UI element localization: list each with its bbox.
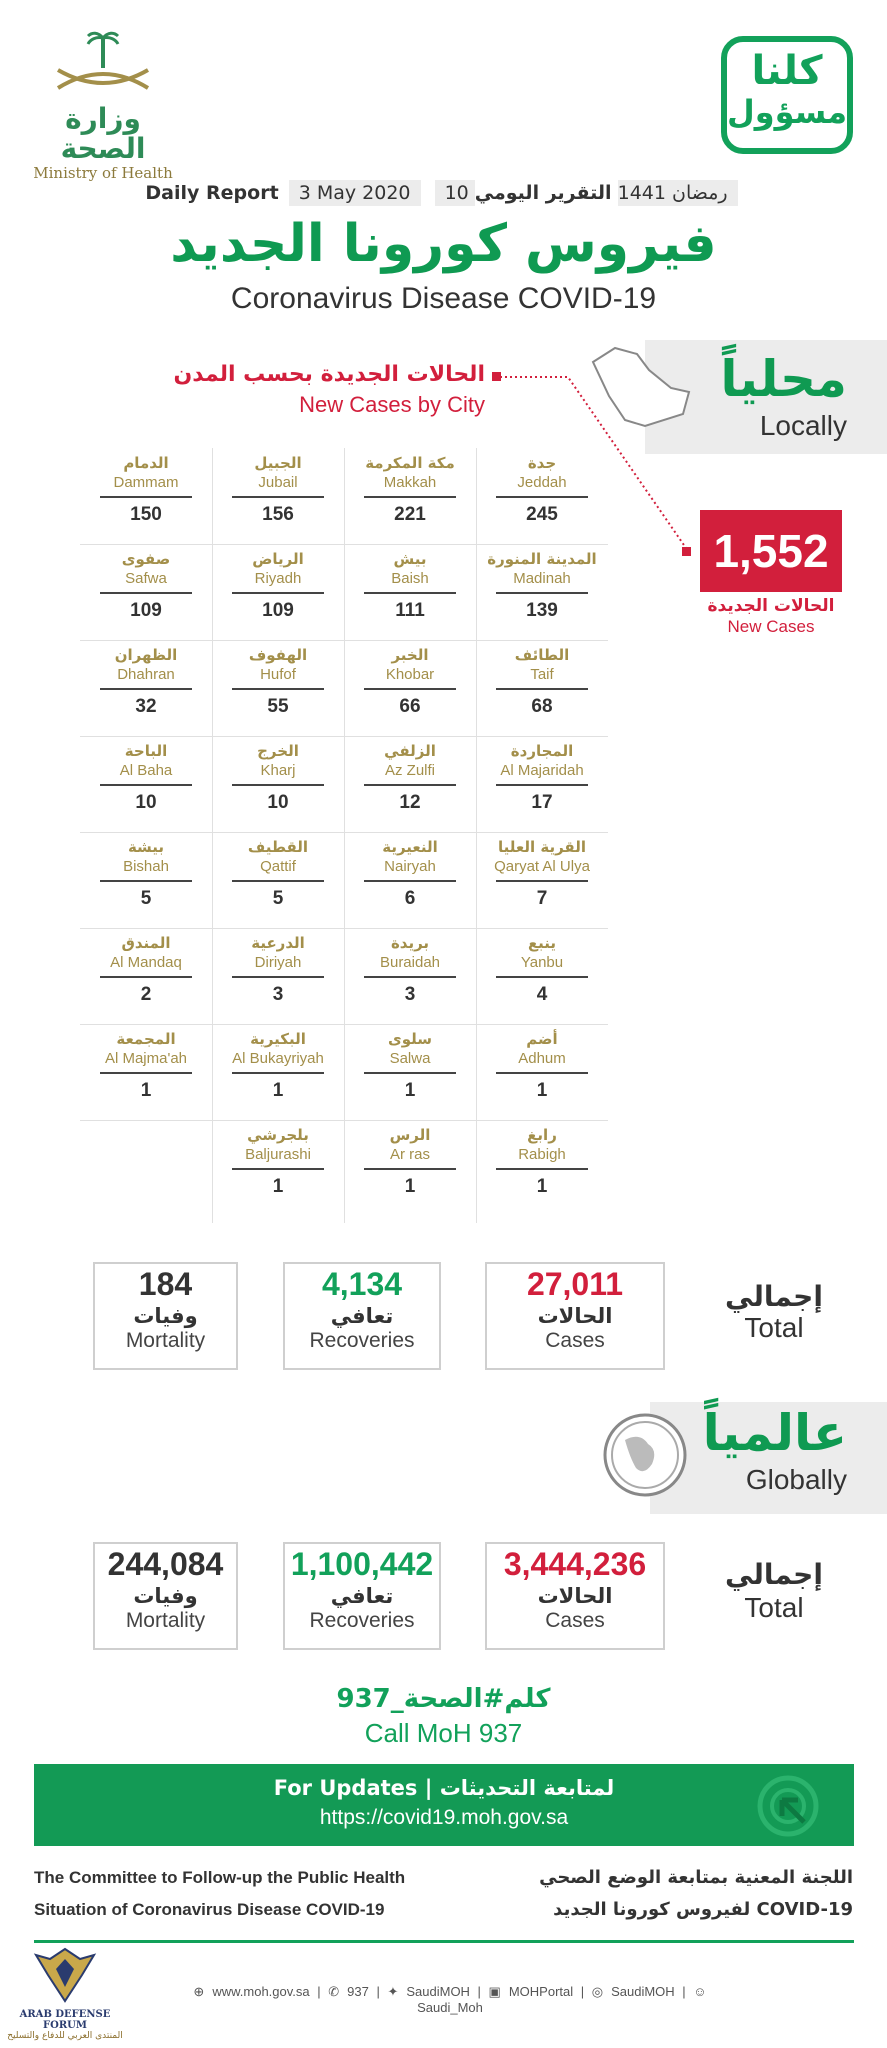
city-name-en: Safwa bbox=[125, 570, 167, 587]
committee-ar bbox=[539, 1862, 853, 1926]
city-case-count: 55 bbox=[267, 695, 289, 717]
city-case-count: 66 bbox=[399, 695, 421, 717]
city-case-count: 1 bbox=[536, 1175, 548, 1197]
local-mortality-card bbox=[93, 1262, 238, 1370]
footer-phone-link[interactable]: 937 bbox=[347, 1984, 369, 1999]
city-name-ar: القرية العليا bbox=[498, 838, 586, 856]
city-grid bbox=[80, 448, 608, 1228]
city-cell bbox=[476, 454, 608, 550]
city-underline bbox=[364, 976, 456, 978]
city-case-count: 245 bbox=[526, 503, 558, 525]
city-name-en: Qaryat Al Ulya bbox=[494, 858, 590, 875]
twitter-icon: ✦ bbox=[387, 1984, 399, 1999]
report-title-ar: التقرير اليومي bbox=[474, 182, 612, 204]
snapchat-icon: ☺ bbox=[693, 1984, 707, 1999]
report-line bbox=[0, 182, 887, 204]
city-name-en: Hufof bbox=[260, 666, 296, 683]
city-underline bbox=[232, 976, 324, 978]
city-name-ar: الزلفي bbox=[384, 742, 436, 760]
city-name-en: Al Majma'ah bbox=[104, 1050, 188, 1067]
global-recoveries-label-ar: تعافي bbox=[330, 1584, 394, 1608]
city-underline bbox=[100, 880, 192, 882]
city-name-ar: الدرعية bbox=[251, 934, 305, 952]
global-cases-card bbox=[485, 1542, 665, 1650]
city-case-count: 5 bbox=[140, 887, 152, 909]
city-case-count: 5 bbox=[272, 887, 284, 909]
footer-snapchat-link[interactable]: Saudi_Moh bbox=[417, 2000, 483, 2015]
global-total-label-en: Total bbox=[744, 1592, 804, 1623]
city-cell bbox=[80, 934, 212, 1030]
city-name-ar: مكة المكرمة bbox=[365, 454, 455, 472]
footer-twitter-link[interactable]: SaudiMOH bbox=[406, 1984, 470, 1999]
committee-ar-line1: اللجنة المعنية بمتابعة الوضع الصحي bbox=[539, 1867, 853, 1888]
city-name-ar: الظهران bbox=[114, 646, 178, 664]
city-case-count: 150 bbox=[130, 503, 162, 525]
city-name-en: Al Mandaq bbox=[110, 954, 182, 971]
city-underline bbox=[232, 784, 324, 786]
city-name-en: Salwa bbox=[389, 1050, 431, 1067]
city-cell bbox=[212, 550, 344, 646]
globally-label-en: Globally bbox=[745, 1464, 847, 1495]
city-cell bbox=[344, 646, 476, 742]
local-recoveries-card bbox=[283, 1262, 441, 1370]
city-case-count: 156 bbox=[262, 503, 294, 525]
city-underline bbox=[232, 1072, 324, 1074]
city-underline bbox=[496, 688, 588, 690]
kulluna-masool-logo bbox=[721, 36, 853, 154]
footer-website-link[interactable]: www.moh.gov.sa bbox=[212, 1984, 310, 1999]
city-cell bbox=[80, 550, 212, 646]
city-cell bbox=[476, 934, 608, 1030]
city-cell bbox=[344, 1126, 476, 1222]
city-cell bbox=[212, 1126, 344, 1222]
city-cell bbox=[212, 742, 344, 838]
city-name-ar: بريدة bbox=[390, 934, 430, 952]
global-recoveries-value: 1,100,442 bbox=[290, 1546, 434, 1582]
call-hashtag-ar: كلم#الصحة_937 bbox=[336, 1684, 551, 1714]
footer-divider bbox=[34, 1940, 854, 1943]
city-cell bbox=[344, 550, 476, 646]
city-name-en: Al Baha bbox=[119, 762, 173, 779]
city-name-ar: المندق bbox=[121, 934, 171, 952]
new-cases-label-en: New Cases bbox=[727, 617, 815, 636]
city-case-count: 12 bbox=[399, 791, 421, 813]
city-name-ar: الخبر bbox=[391, 646, 429, 664]
footer-portal-link[interactable]: MOHPortal bbox=[508, 1984, 574, 1999]
city-underline bbox=[100, 976, 192, 978]
city-cell bbox=[212, 838, 344, 934]
city-case-count: 7 bbox=[536, 887, 548, 909]
city-underline bbox=[496, 1072, 588, 1074]
local-cases-value: 27,011 bbox=[526, 1266, 624, 1302]
phone-icon: ✆ bbox=[328, 1984, 340, 1999]
city-cell bbox=[80, 646, 212, 742]
city-name-ar: الهفوف bbox=[248, 646, 308, 664]
city-name-en: Az Zulfi bbox=[384, 762, 435, 779]
globe-small-icon: ⊕ bbox=[193, 1984, 205, 1999]
city-underline bbox=[364, 592, 456, 594]
city-name-en: Madinah bbox=[513, 570, 571, 587]
city-title-en: New Cases by City bbox=[299, 392, 485, 417]
kulluna-line1: كلنا bbox=[751, 48, 823, 94]
city-name-ar: ينبع bbox=[527, 934, 557, 952]
city-name-en: Jubail bbox=[258, 474, 298, 491]
city-name-ar: صفوى bbox=[121, 550, 171, 568]
city-name-ar: جدة bbox=[527, 454, 557, 472]
globe-icon bbox=[600, 1410, 690, 1500]
city-name-en: Qattif bbox=[260, 858, 296, 875]
city-case-count: 10 bbox=[135, 791, 157, 813]
moh-name-en: Ministry of Health bbox=[33, 164, 173, 182]
city-name-en: Jeddah bbox=[517, 474, 567, 491]
local-cases-label-ar: الحالات bbox=[537, 1304, 613, 1328]
watermark-en: ARAB DEFENSE FORUM bbox=[19, 2009, 111, 2031]
local-cases-card bbox=[485, 1262, 665, 1370]
city-underline bbox=[496, 592, 588, 594]
city-cell bbox=[476, 646, 608, 742]
city-title-ar: الحالات الجديدة بحسب المدن bbox=[173, 362, 485, 387]
report-date: 3 May 2020 bbox=[289, 180, 421, 206]
city-name-en: Al Majaridah bbox=[500, 762, 584, 779]
committee-ar-line2: لفيروس كورونا الجديد COVID-19 bbox=[553, 1899, 853, 1920]
city-name-ar: الرياض bbox=[252, 550, 304, 568]
city-case-count: 4 bbox=[536, 983, 548, 1005]
moh-name-ar: وزارة الصحة bbox=[60, 102, 146, 165]
locally-label-en: Locally bbox=[759, 410, 847, 441]
local-mortality-value: 184 bbox=[138, 1266, 193, 1302]
city-cell bbox=[344, 934, 476, 1030]
city-case-count: 1 bbox=[404, 1175, 416, 1197]
global-recoveries-label-en: Recoveries bbox=[309, 1609, 415, 1632]
global-total-label-ar: إجمالي bbox=[725, 1558, 823, 1591]
city-cell bbox=[212, 646, 344, 742]
city-name-en: Dhahran bbox=[117, 666, 175, 683]
city-case-count: 111 bbox=[395, 599, 425, 621]
city-case-count: 32 bbox=[135, 695, 157, 717]
city-case-count: 2 bbox=[140, 983, 152, 1005]
local-recoveries-value: 4,134 bbox=[321, 1266, 403, 1302]
city-cell bbox=[476, 1126, 608, 1222]
city-name-en: Baljurashi bbox=[245, 1146, 311, 1163]
city-case-count: 1 bbox=[536, 1079, 548, 1101]
local-total-label-ar: إجمالي bbox=[725, 1280, 823, 1313]
city-underline bbox=[100, 592, 192, 594]
city-case-count: 221 bbox=[394, 503, 426, 525]
city-underline bbox=[496, 880, 588, 882]
moh-logo bbox=[28, 30, 178, 182]
global-cases-value: 3,444,236 bbox=[503, 1546, 647, 1582]
city-name-ar: الخرج bbox=[257, 742, 299, 760]
call-moh-en: Call MoH 937 bbox=[364, 1718, 523, 1748]
city-underline bbox=[232, 880, 324, 882]
city-name-ar: سلوى bbox=[387, 1030, 433, 1048]
city-name-ar: الباحة bbox=[124, 742, 168, 760]
global-mortality-value: 244,084 bbox=[107, 1546, 224, 1582]
city-case-count: 3 bbox=[404, 983, 416, 1005]
kulluna-line2: مسؤول bbox=[727, 93, 848, 131]
page-title-en: Coronavirus Disease COVID-19 bbox=[230, 282, 657, 315]
updates-url-link[interactable]: https://covid19.moh.gov.sa bbox=[319, 1806, 569, 1829]
city-name-ar: بيشة bbox=[127, 838, 165, 856]
city-name-en: Khobar bbox=[385, 666, 435, 683]
city-case-count: 17 bbox=[531, 791, 553, 813]
city-cell bbox=[344, 742, 476, 838]
city-underline bbox=[496, 1168, 588, 1170]
global-mortality-label-en: Mortality bbox=[125, 1609, 206, 1632]
city-name-ar: المجمعة bbox=[116, 1030, 176, 1048]
locally-label-ar: محلياً bbox=[720, 350, 847, 408]
footer-links: ⊕ www.moh.gov.sa | ✆ 937 | ✦ SaudiMOH | ▣ MOHPortal | ◎ SaudiMOH | ☺Saudi_Moh bbox=[193, 1984, 707, 2015]
city-name-en: Diriyah bbox=[254, 954, 302, 971]
globally-label-ar: عالمياً bbox=[702, 1404, 847, 1462]
palm-swords-emblem-icon bbox=[48, 30, 158, 100]
city-name-ar: أضم bbox=[526, 1030, 558, 1048]
new-cases-value: 1,552 bbox=[700, 510, 842, 592]
city-name-en: Yanbu bbox=[520, 954, 564, 971]
city-case-count: 6 bbox=[404, 887, 416, 909]
red-marker bbox=[682, 547, 691, 556]
city-name-en: Nairyah bbox=[384, 858, 436, 875]
city-name-ar: رابغ bbox=[527, 1126, 557, 1144]
city-underline bbox=[100, 1072, 192, 1074]
city-name-ar: بلجرشي bbox=[247, 1126, 309, 1144]
city-name-en: Makkah bbox=[383, 474, 437, 491]
eagle-crest-icon bbox=[30, 1945, 100, 2005]
report-title-en: Daily Report bbox=[145, 182, 279, 204]
city-name-ar: القطيف bbox=[247, 838, 309, 856]
committee-en-line2: Situation of Coronavirus Disease COVID-19 bbox=[34, 1900, 385, 1919]
city-name-en: Taif bbox=[530, 666, 554, 683]
city-case-count: 139 bbox=[526, 599, 558, 621]
watermark-ar: المنتدى العربي للدفاع والتسليح bbox=[7, 2031, 123, 2041]
city-underline bbox=[496, 496, 588, 498]
city-name-en: Adhum bbox=[518, 1050, 566, 1067]
city-underline bbox=[364, 1168, 456, 1170]
city-underline bbox=[232, 688, 324, 690]
city-cell bbox=[212, 454, 344, 550]
city-case-count: 10 bbox=[267, 791, 289, 813]
global-recoveries-card bbox=[283, 1542, 441, 1650]
city-cell bbox=[476, 1030, 608, 1126]
local-recoveries-label-en: Recoveries bbox=[309, 1329, 415, 1352]
city-name-ar: الطائف bbox=[514, 646, 570, 664]
city-underline bbox=[364, 880, 456, 882]
committee-en bbox=[34, 1862, 405, 1926]
city-name-en: Rabigh bbox=[518, 1146, 566, 1163]
updates-label: For Updates | لمتابعة التحديثات bbox=[273, 1776, 615, 1800]
city-cell bbox=[80, 838, 212, 934]
city-underline bbox=[364, 784, 456, 786]
city-case-count: 68 bbox=[531, 695, 553, 717]
city-name-ar: الدمام bbox=[123, 454, 169, 472]
city-underline bbox=[364, 496, 456, 498]
city-name-en: Kharj bbox=[260, 762, 296, 779]
local-mortality-label-ar: وفيات bbox=[133, 1304, 198, 1328]
city-underline bbox=[364, 688, 456, 690]
city-cell bbox=[212, 934, 344, 1030]
city-case-count: 109 bbox=[130, 599, 162, 621]
city-name-en: Bishah bbox=[123, 858, 169, 875]
city-cell bbox=[344, 1030, 476, 1126]
city-name-en: Ar ras bbox=[389, 1146, 430, 1163]
city-case-count: 3 bbox=[272, 983, 284, 1005]
global-cases-label-ar: الحالات bbox=[537, 1584, 613, 1608]
city-underline bbox=[232, 496, 324, 498]
city-cell bbox=[344, 838, 476, 934]
portal-icon: ▣ bbox=[488, 1984, 501, 1999]
city-cell bbox=[344, 454, 476, 550]
city-underline bbox=[364, 1072, 456, 1074]
city-name-ar: الرس bbox=[389, 1126, 431, 1144]
local-cases-label-en: Cases bbox=[545, 1329, 605, 1352]
report-hijri: 10 رمضان 1441 bbox=[435, 180, 738, 206]
city-name-en: Al Bukayriyah bbox=[232, 1050, 324, 1067]
city-underline bbox=[232, 592, 324, 594]
city-cell bbox=[80, 1030, 212, 1126]
city-name-en: Dammam bbox=[113, 474, 179, 491]
city-underline bbox=[100, 784, 192, 786]
local-recoveries-label-ar: تعافي bbox=[330, 1304, 394, 1328]
city-case-count: 1 bbox=[272, 1079, 284, 1101]
click-cursor-icon bbox=[754, 1774, 824, 1838]
city-cell bbox=[80, 742, 212, 838]
global-cases-label-en: Cases bbox=[545, 1609, 605, 1632]
city-cell bbox=[80, 454, 212, 550]
city-underline bbox=[100, 496, 192, 498]
local-total-label-en: Total bbox=[744, 1312, 804, 1343]
city-cell bbox=[476, 838, 608, 934]
global-mortality-card bbox=[93, 1542, 238, 1650]
city-name-ar: النعيرية bbox=[382, 838, 438, 856]
city-cell bbox=[476, 550, 608, 646]
city-case-count: 109 bbox=[262, 599, 294, 621]
arab-defense-forum-watermark bbox=[0, 1945, 130, 2048]
city-cell bbox=[476, 742, 608, 838]
city-name-ar: بيش bbox=[393, 550, 427, 568]
global-mortality-label-ar: وفيات bbox=[133, 1584, 198, 1608]
city-name-ar: الجبيل bbox=[254, 454, 302, 472]
city-name-ar: المدينة المنورة bbox=[487, 550, 597, 568]
city-name-ar: المجاردة bbox=[510, 742, 574, 760]
page-title-ar: فيروس كورونا الجديد bbox=[170, 214, 717, 274]
city-cell bbox=[212, 1030, 344, 1126]
updates-banner bbox=[34, 1764, 854, 1846]
local-mortality-label-en: Mortality bbox=[125, 1329, 206, 1352]
city-case-count: 1 bbox=[140, 1079, 152, 1101]
city-underline bbox=[496, 784, 588, 786]
city-name-en: Baish bbox=[391, 570, 429, 587]
committee-en-line1: The Committee to Follow-up the Public Health bbox=[34, 1868, 406, 1887]
city-case-count: 1 bbox=[272, 1175, 284, 1197]
new-cases-label-ar: الحالات الجديدة bbox=[707, 596, 835, 616]
footer-instagram-link[interactable]: SaudiMOH bbox=[611, 1984, 675, 1999]
city-underline bbox=[232, 1168, 324, 1170]
city-name-ar: البكيرية bbox=[250, 1030, 306, 1048]
city-name-en: Riyadh bbox=[254, 570, 302, 587]
city-underline bbox=[496, 976, 588, 978]
city-case-count: 1 bbox=[404, 1079, 416, 1101]
city-name-en: Buraidah bbox=[379, 954, 441, 971]
city-underline bbox=[100, 688, 192, 690]
instagram-icon: ◎ bbox=[591, 1984, 604, 1999]
